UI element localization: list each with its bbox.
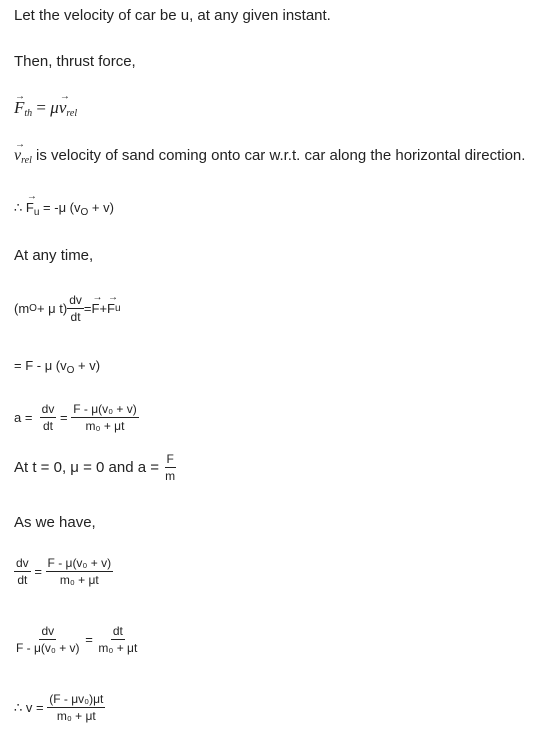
thrust-formula	[14, 98, 77, 124]
u-subscript: u	[114, 302, 121, 314]
rel-subscript: rel	[66, 108, 78, 119]
denominator: m	[165, 469, 176, 483]
differential-equation	[14, 556, 113, 587]
vrel-description	[14, 146, 525, 171]
v-equals: ∴ v =	[14, 699, 44, 715]
denominator: dt	[70, 310, 81, 324]
numerator: (F - μv₀)μt	[49, 692, 104, 706]
v-vector: → v	[14, 146, 21, 166]
initial-condition	[14, 452, 177, 483]
o-subscript: O	[80, 207, 89, 218]
denominator: dt	[17, 573, 28, 587]
equals: =	[83, 300, 92, 316]
dt-over-mass-fraction	[96, 624, 139, 655]
force-mass-fraction	[71, 402, 139, 433]
velocity-result	[14, 692, 105, 723]
numerator: dv	[69, 293, 82, 307]
condition-text: At t = 0, μ = 0 and a =	[14, 458, 159, 476]
at-any-time-text: At any time,	[14, 247, 94, 264]
numerator: dv	[41, 402, 55, 416]
mu-symbol: μ	[50, 98, 59, 117]
eq-part: = -μ (v	[39, 200, 81, 215]
v-vector: → v	[59, 98, 67, 118]
thrust-equation	[14, 198, 114, 223]
numerator: F	[166, 452, 174, 466]
numerator: F - μ(v₀ + v)	[47, 556, 112, 570]
dv-dt-fraction	[40, 402, 57, 433]
eq-end: + v)	[88, 200, 114, 215]
a-equals: a =	[14, 409, 33, 425]
equals: =	[34, 563, 42, 579]
numerator: dv	[16, 556, 29, 570]
force-mass-fraction	[46, 556, 114, 587]
eq-end: + v)	[74, 358, 101, 373]
u-subscript: u	[33, 207, 40, 218]
rel-subscript: rel	[21, 155, 32, 166]
F-vector: → F	[26, 198, 34, 218]
vrel-text: is velocity of sand coming onto car w.r.t. car along the horizontal direction.	[31, 147, 526, 164]
th-subscript: th	[24, 108, 33, 119]
equals: =	[85, 631, 93, 647]
F-over-m-fraction	[163, 452, 177, 483]
dv-dt-fraction	[67, 293, 84, 324]
F-vector: → F	[14, 98, 24, 118]
net-force-equation	[14, 356, 100, 381]
eq-part: (m	[14, 300, 30, 316]
dv-dt-fraction	[14, 556, 31, 587]
o-subscript: O	[66, 365, 75, 376]
o-subscript: O	[29, 302, 37, 314]
therefore-symbol: ∴	[14, 200, 23, 215]
numerator: F - μ(v₀ + v)	[73, 402, 137, 416]
F-vector: → F	[107, 299, 115, 319]
numerator: dv	[41, 624, 55, 638]
denominator: m₀ + μt	[85, 419, 125, 433]
eq-part: = F - μ (v	[14, 358, 67, 373]
acceleration-equation	[14, 402, 139, 433]
as-we-have-text: As we have,	[14, 514, 96, 531]
plus: +	[99, 300, 108, 316]
F-vector: → F	[91, 299, 99, 319]
thrust-force-text: Then, thrust force,	[14, 53, 136, 70]
equals: =	[59, 409, 68, 425]
momentum-equation	[14, 293, 121, 324]
dv-over-force-fraction	[14, 624, 82, 655]
denominator: dt	[43, 419, 54, 433]
eq-part: + μ t)	[36, 300, 68, 316]
separated-equation	[14, 624, 139, 655]
denominator: m₀ + μt	[59, 573, 99, 587]
denominator: F - μ(v₀ + v)	[16, 641, 80, 655]
denominator: m₀ + μt	[98, 641, 138, 655]
intro-text: Let the velocity of car be u, at any given instant.	[14, 7, 331, 24]
velocity-fraction	[47, 692, 105, 723]
denominator: m₀ + μt	[56, 709, 96, 723]
numerator: dt	[112, 624, 123, 638]
equals: =	[32, 98, 51, 117]
